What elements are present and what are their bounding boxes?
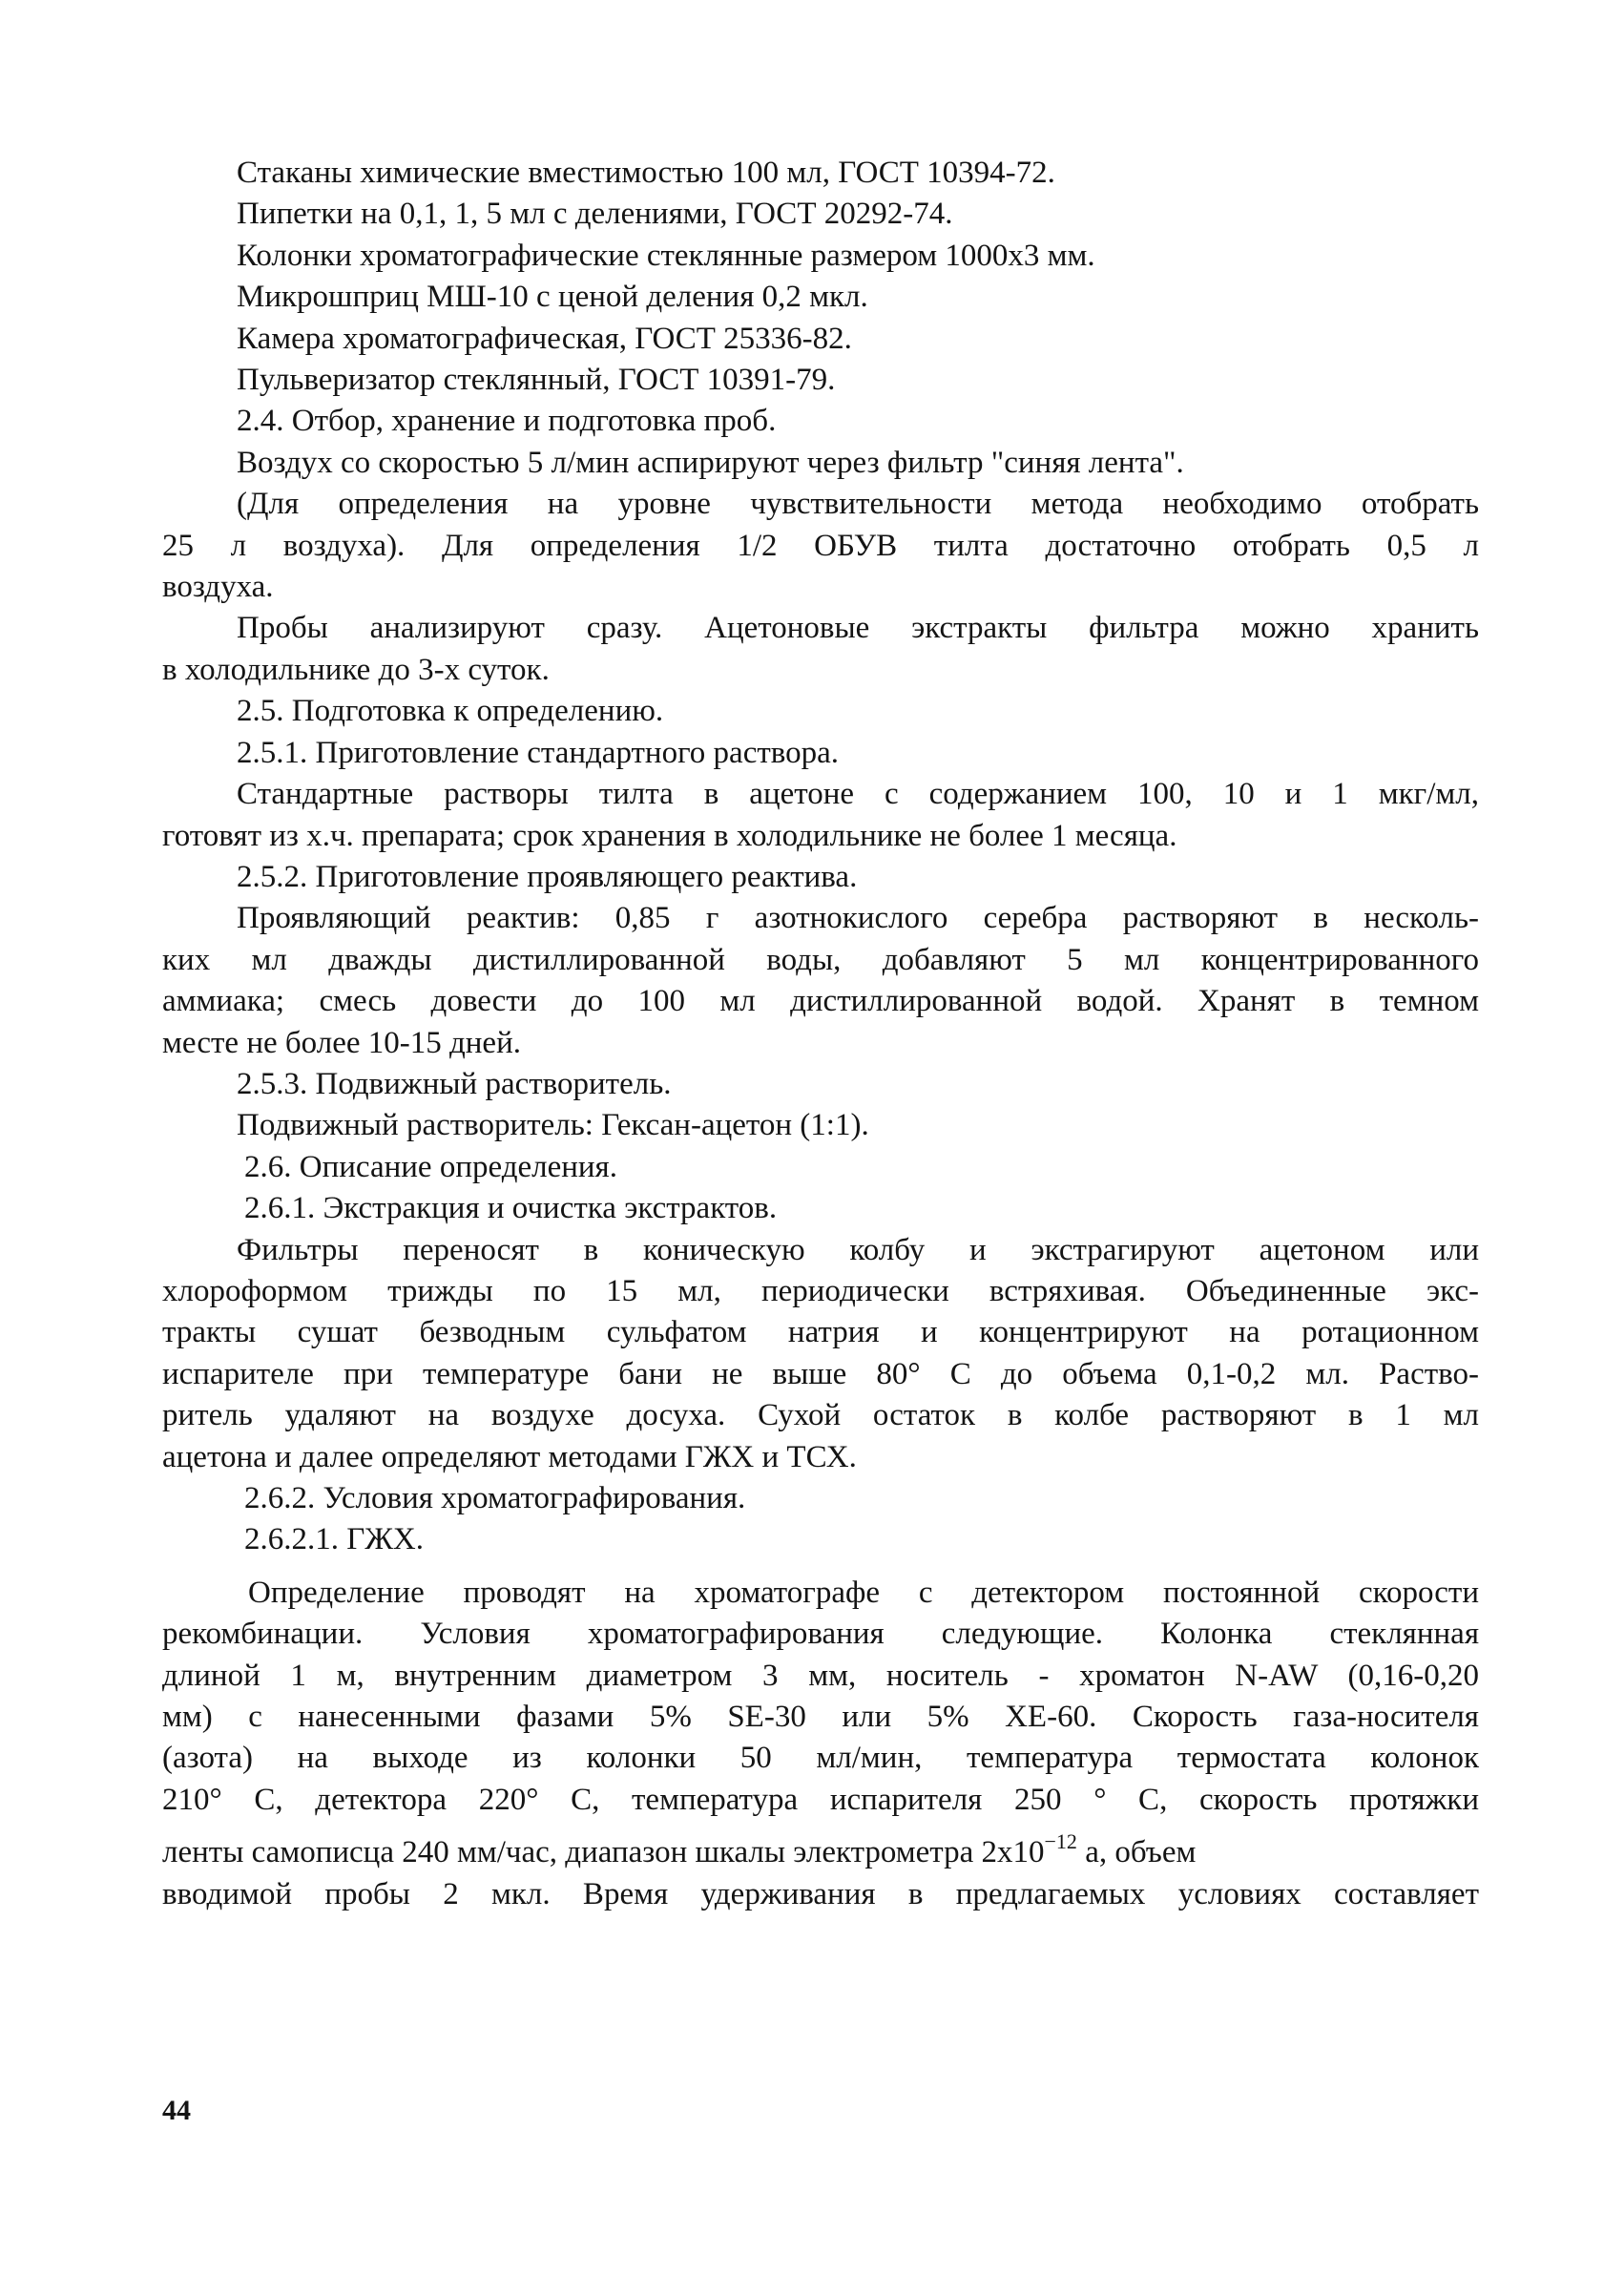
- section-heading: 2.5.3. Подвижный растворитель.: [237, 1066, 672, 1101]
- text-line: Воздух со скоростью 5 л/мин аспирируют через фильтр "синяя лента".: [237, 445, 1184, 480]
- text-line: Колонки хроматографические стеклянные размером 1000х3 мм.: [237, 238, 1095, 273]
- section-heading: 2.6.1. Экстракция и очистка экстрактов.: [244, 1191, 778, 1226]
- text-line: [162, 1829, 1479, 1873]
- text-line: Проявляющий реактив: 0,85 г азотнокислого серебра растворяют в несколь-: [237, 901, 1479, 936]
- section-heading: 2.6. Описание определения.: [244, 1149, 617, 1184]
- text-line: мм) с нанесенными фазами 5% SE-30 или 5% XE-60. Скорость газа-носителя: [162, 1700, 1479, 1735]
- text-line: воздуха.: [162, 570, 274, 605]
- text-line: Пипетки на 0,1, 1, 5 мл с делениями, ГОСТ 20292-74.: [237, 197, 953, 232]
- text-line: месте не более 10-15 дней.: [162, 1025, 521, 1060]
- text-line: 210° С, детектора 220° С, температура испарителя 250 ° С, скорость протяжки: [162, 1782, 1479, 1817]
- spacer: [162, 1821, 1479, 1832]
- text-line: Подвижный растворитель: Гексан-ацетон (1:1).: [237, 1108, 869, 1143]
- text-line: Фильтры переносят в коническую колбу и экстрагируют ацетоном или: [237, 1232, 1479, 1267]
- section-heading: 2.6.2.1. ГЖХ.: [244, 1522, 424, 1557]
- text-line: 25 л воздуха). Для определения 1/2 ОБУВ тилта достаточно отобрать 0,5 л: [162, 528, 1479, 563]
- text-line: в холодильнике до 3-х суток.: [162, 652, 550, 687]
- text-line: рекомбинации. Условия хроматографирования следующие. Колонка стеклянная: [162, 1617, 1479, 1652]
- section-heading: 2.5.2. Приготовление проявляющего реактива.: [237, 859, 858, 894]
- text-line: ритель удаляют на воздухе досуха. Сухой остаток в колбе растворяют в 1 мл: [162, 1398, 1479, 1433]
- section-heading: 2.4. Отбор, хранение и подготовка проб.: [237, 404, 777, 439]
- text-line: готовят из х.ч. препарата; срок хранения в холодильнике не более 1 месяца.: [162, 818, 1177, 853]
- document-page: [162, 153, 1479, 1915]
- text-line: испарителе при температуре бани не выше 80° С до объема 0,1-0,2 мл. Раство-: [162, 1356, 1479, 1391]
- section-heading: 2.5.1. Приготовление стандартного раствора.: [237, 735, 840, 770]
- text-line: вводимой пробы 2 мкл. Время удерживания в предлагаемых условиях составляет: [162, 1876, 1479, 1911]
- spacer: [162, 1561, 1479, 1573]
- section-heading: 2.5. Подготовка к определению.: [237, 694, 664, 729]
- text-line: Стаканы химические вместимостью 100 мл, ГОСТ 10394-72.: [237, 156, 1055, 190]
- text-line: Камера хроматографическая, ГОСТ 25336-82.: [237, 321, 852, 356]
- text-segment: ленты самописца 240 мм/час, диапазон шкалы электрометра 2х10: [162, 1835, 1045, 1870]
- text-line-start: [162, 1829, 1197, 1873]
- text-line: (азота) на выходе из колонки 50 мл/мин, температура термостата колонок: [162, 1741, 1479, 1776]
- page-number: 44: [162, 2095, 191, 2126]
- text-line: хлороформом трижды по 15 мл, периодически встряхивая. Объединенные экс-: [162, 1273, 1479, 1308]
- exponent: −12: [1044, 1829, 1077, 1854]
- section-heading: 2.6.2. Условия хроматографирования.: [244, 1481, 746, 1515]
- text-line: (Для определения на уровне чувствительности метода необходимо отобрать: [237, 487, 1479, 522]
- text-line: аммиака; смесь довести до 100 мл дистиллированной водой. Хранят в темном: [162, 984, 1479, 1019]
- text-line: Микрошприц МШ-10 с ценой деления 0,2 мкл.: [237, 280, 868, 315]
- text-line: ацетона и далее определяют методами ГЖХ и ТСХ.: [162, 1439, 857, 1474]
- text-line: Стандартные растворы тилта в ацетоне с содержанием 100, 10 и 1 мкг/мл,: [237, 777, 1479, 812]
- text-line: Определение проводят на хроматографе с детектором постоянной скорости: [248, 1575, 1479, 1610]
- text-line: длиной 1 м, внутренним диаметром 3 мм, носитель - хроматон N-AW (0,16-0,20: [162, 1658, 1479, 1693]
- text-line: Пульверизатор стеклянный, ГОСТ 10391-79.: [237, 363, 836, 398]
- text-line: Пробы анализируют сразу. Ацетоновые экстракты фильтра можно хранить: [237, 611, 1479, 646]
- text-segment: а, объем: [1076, 1835, 1197, 1870]
- text-line: ких мл дважды дистиллированной воды, добавляют 5 мл концентрированного: [162, 942, 1479, 977]
- text-line: тракты сушат безводным сульфатом натрия и концентрируют на ротационном: [162, 1315, 1479, 1350]
